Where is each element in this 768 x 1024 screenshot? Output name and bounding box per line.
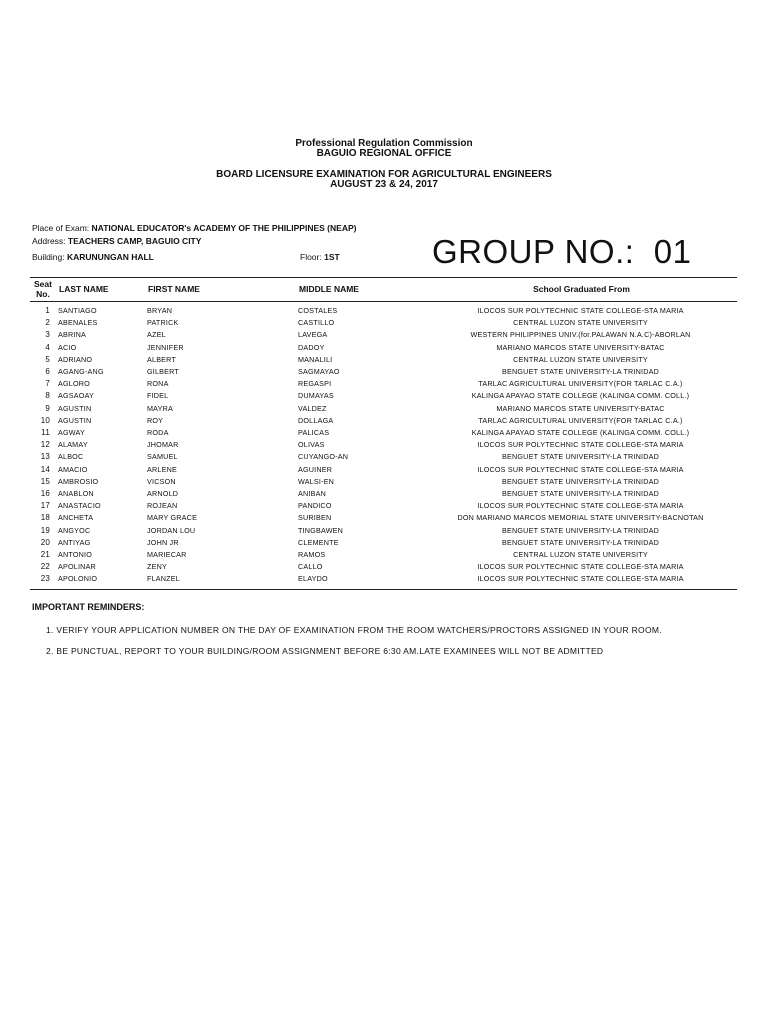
seat-cell: 12 [40, 440, 50, 450]
seat-header-line1: Seat [34, 279, 52, 289]
table-row [30, 427, 733, 439]
table-row [30, 366, 733, 378]
last-name-cell: ANTONIO [58, 550, 93, 560]
school-cell: CENTRAL LUZON STATE UNIVERSITY [513, 550, 648, 560]
group-label: GROUP NO.: [432, 233, 635, 270]
school-cell: ILOCOS SUR POLYTECHNIC STATE COLLEGE-STA MARIA [477, 562, 684, 572]
reminders-title: IMPORTANT REMINDERS: [32, 602, 145, 612]
first-name-cell: ARNOLD [147, 489, 179, 499]
middle-name-cell: TINGBAWEN [298, 525, 344, 535]
reminder-item-1: 1. VERIFY YOUR APPLICATION NUMBER ON THE DAY OF EXAMINATION FROM THE ROOM WATCHERS/PROCTORS ASSIGNED IN YOUR ROOM. [46, 625, 662, 635]
last-name-cell: ACIO [58, 342, 77, 352]
middle-name-cell: RAMOS [298, 550, 326, 560]
middle-name-cell: OLIVAS [298, 440, 325, 450]
middle-name-cell: REGASPI [298, 379, 332, 389]
seat-cell: 1 [45, 306, 50, 315]
table-row [30, 329, 733, 341]
middle-name-cell: COSTALES [298, 306, 338, 315]
school-cell: TARLAC AGRICULTURAL UNIVERSITY(FOR TARLAC C.A.) [478, 415, 683, 425]
middle-name-cell: ANIBAN [298, 489, 326, 499]
school-cell: DON MARIANO MARCOS MEMORIAL STATE UNIVERSITY-BACNOTAN [457, 513, 704, 523]
school-cell: CENTRAL LUZON STATE UNIVERSITY [513, 354, 648, 364]
seat-cell: 15 [40, 476, 50, 486]
school-cell: ILOCOS SUR POLYTECHNIC STATE COLLEGE-STA MARIA [477, 574, 684, 584]
seat-header-line2: No. [36, 289, 50, 299]
exam-dates: AUGUST 23 & 24, 2017 [330, 179, 438, 190]
seat-cell: 6 [45, 367, 50, 377]
first-name-cell: JOHN JR [147, 537, 179, 547]
address-label: Address: [32, 236, 66, 246]
table-row [30, 549, 733, 561]
floor [300, 252, 340, 262]
first-name-cell: ALBERT [147, 354, 177, 364]
seat-cell: 5 [45, 354, 50, 364]
last-name-cell: AGUSTIN [58, 403, 92, 413]
middle-name-cell: LAVEGA [298, 330, 328, 340]
table-bottom-rule [30, 589, 737, 590]
address-value: TEACHERS CAMP, BAGUIO CITY [67, 236, 202, 246]
table-top-rule [30, 277, 737, 278]
table-row [30, 439, 733, 451]
table-row [30, 390, 733, 402]
seat-cell: 8 [45, 391, 50, 401]
first-name-cell: FLANZEL [147, 574, 180, 584]
middle-name-cell: MANALILI [298, 354, 333, 364]
table-row [30, 342, 733, 354]
last-name-cell: AGANG-ANG [58, 367, 104, 377]
table-row [30, 537, 733, 549]
first-name-cell: JHOMAR [147, 440, 179, 450]
group-number [432, 233, 691, 271]
first-name-cell: JORDAN LOU [147, 525, 196, 535]
seat-cell: 4 [45, 342, 50, 352]
examinee-table-body [30, 305, 733, 586]
table-row [30, 525, 733, 537]
last-name-cell: ALBOC [58, 452, 84, 462]
table-row [30, 378, 733, 390]
table-row [30, 354, 733, 366]
middle-name-cell: DOLLAGA [298, 415, 334, 425]
last-name-cell: AMBROSIO [58, 476, 99, 486]
building-label: Building: [32, 252, 65, 262]
first-name-cell: MAYRA [147, 403, 174, 413]
last-name-cell: AGSAOAY [58, 391, 95, 401]
first-name-cell: AZEL [147, 330, 166, 340]
place-value: NATIONAL EDUCATOR's ACADEMY OF THE PHILIPPINES (NEAP) [91, 223, 357, 233]
first-name-cell: RODA [147, 428, 169, 438]
seat-header [34, 279, 52, 299]
last-name-cell: ALAMAY [58, 440, 88, 450]
exam-title: BOARD LICENSURE EXAMINATION FOR AGRICULTURAL ENGINEERS [216, 169, 552, 180]
last-name-cell: ANABLON [58, 489, 94, 499]
table-row [30, 561, 733, 573]
seat-cell: 17 [40, 501, 50, 511]
school-cell: MARIANO MARCOS STATE UNIVERSITY-BATAC [496, 342, 665, 352]
middle-name-cell: AGUINER [298, 464, 333, 474]
school-cell: ILOCOS SUR POLYTECHNIC STATE COLLEGE-STA MARIA [477, 306, 684, 315]
first-name-cell: ZENY [147, 562, 167, 572]
middle-name-cell: WALSI-EN [298, 476, 335, 486]
school-cell: ILOCOS SUR POLYTECHNIC STATE COLLEGE-STA MARIA [477, 440, 684, 450]
first-name-cell: FIDEL [147, 391, 169, 401]
seat-cell: 3 [45, 330, 50, 340]
middle-name-cell: CUYANGO-AN [298, 452, 349, 462]
seat-cell: 21 [40, 550, 50, 560]
school-cell: BENGUET STATE UNIVERSITY-LA TRINIDAD [502, 476, 659, 486]
reminder-item-2: 2. BE PUNCTUAL, REPORT TO YOUR BUILDING/ROOM ASSIGNMENT BEFORE 6:30 AM.LATE EXAMINEES WILL NOT BE ADMITTED [46, 646, 604, 656]
seat-cell: 11 [41, 428, 50, 438]
school-cell: CENTRAL LUZON STATE UNIVERSITY [513, 318, 648, 328]
middle-name-cell: DADOY [298, 342, 325, 352]
last-name-cell: SANTIAGO [58, 306, 97, 315]
school-cell: WESTERN PHILIPPINES UNIV.(for.PALAWAN N.A.C)-ABORLAN [470, 330, 691, 340]
middle-name-cell: ELAYDO [298, 574, 328, 584]
school-cell: KALINGA APAYAO STATE COLLEGE (KALINGA COMM. COLL.) [471, 391, 690, 401]
seat-cell: 16 [40, 489, 50, 499]
table-row [30, 476, 733, 488]
school-cell: BENGUET STATE UNIVERSITY-LA TRINIDAD [502, 537, 659, 547]
table-row [30, 415, 733, 427]
first-name-cell: SAMUEL [147, 452, 178, 462]
last-name-cell: AMACIO [58, 464, 88, 474]
middle-name-cell: CASTILLO [298, 318, 335, 328]
middle-name-header: MIDDLE NAME [299, 284, 359, 294]
table-row [30, 500, 733, 512]
last-name-cell: ANCHETA [58, 513, 94, 523]
table-row [30, 464, 733, 476]
seat-cell: 2 [45, 318, 50, 328]
school-cell: TARLAC AGRICULTURAL UNIVERSITY(FOR TARLAC C.A.) [478, 379, 683, 389]
building-value: KARUNUNGAN HALL [66, 252, 154, 262]
last-name-cell: APOLINAR [58, 562, 96, 572]
middle-name-cell: DUMAYAS [298, 391, 334, 401]
first-name-cell: PATRICK [147, 318, 179, 328]
table-row [30, 512, 733, 524]
seat-cell: 14 [40, 464, 50, 474]
first-name-cell: ROY [147, 415, 164, 425]
school-cell: MARIANO MARCOS STATE UNIVERSITY-BATAC [496, 403, 665, 413]
seat-cell: 13 [40, 452, 50, 462]
school-cell: BENGUET STATE UNIVERSITY-LA TRINIDAD [502, 367, 659, 377]
middle-name-cell: VALDEZ [298, 403, 327, 413]
middle-name-cell: PANDICO [298, 501, 332, 511]
table-row [30, 488, 733, 500]
school-cell: ILOCOS SUR POLYTECHNIC STATE COLLEGE-STA MARIA [477, 464, 684, 474]
group-value: 01 [653, 233, 692, 270]
school-header: School Graduated From [533, 284, 630, 294]
last-name-header: LAST NAME [59, 284, 109, 294]
table-row [30, 451, 733, 463]
school-cell: BENGUET STATE UNIVERSITY-LA TRINIDAD [502, 525, 659, 535]
first-name-cell: MARIECAR [147, 550, 187, 560]
last-name-cell: AGUSTIN [58, 415, 92, 425]
regional-office: BAGUIO REGIONAL OFFICE [316, 148, 452, 159]
school-cell: BENGUET STATE UNIVERSITY-LA TRINIDAD [502, 452, 659, 462]
commission-title: Professional Regulation Commission [295, 138, 473, 149]
middle-name-cell: PALICAS [298, 428, 330, 438]
school-cell: BENGUET STATE UNIVERSITY-LA TRINIDAD [502, 489, 659, 499]
last-name-cell: ABRINA [58, 330, 86, 340]
last-name-cell: ANTIYAG [58, 537, 91, 547]
first-name-cell: VICSON [147, 476, 176, 486]
seat-cell: 7 [45, 379, 50, 389]
seat-cell: 19 [40, 525, 50, 535]
floor-value: 1ST [324, 252, 340, 262]
last-name-cell: AGWAY [58, 428, 85, 438]
middle-name-cell: SURIBEN [298, 513, 332, 523]
header-bottom-rule [30, 301, 737, 302]
place-label: Place of Exam: [32, 223, 90, 233]
middle-name-cell: CLEMENTE [298, 537, 339, 547]
last-name-cell: ANGYOC [58, 525, 91, 535]
seat-cell: 9 [45, 403, 50, 413]
place-of-exam [32, 223, 356, 233]
table-row [30, 305, 733, 317]
table-row [30, 317, 733, 329]
middle-name-cell: CALLO [298, 562, 323, 572]
seat-cell: 22 [40, 562, 50, 572]
floor-label: Floor: [300, 252, 322, 262]
last-name-cell: APOLONIO [58, 574, 98, 584]
first-name-cell: JENNIFER [147, 342, 184, 352]
examinee-table [30, 305, 733, 586]
first-name-cell: ROJEAN [147, 501, 178, 511]
first-name-cell: RONA [147, 379, 169, 389]
first-name-cell: MARY GRACE [147, 513, 198, 523]
last-name-cell: ABENALES [58, 318, 98, 328]
school-cell: KALINGA APAYAO STATE COLLEGE (KALINGA COMM. COLL.) [471, 428, 690, 438]
table-row [30, 403, 733, 415]
last-name-cell: ADRIANO [58, 354, 93, 364]
school-cell: ILOCOS SUR POLYTECHNIC STATE COLLEGE-STA MARIA [477, 501, 684, 511]
seat-cell: 23 [40, 574, 50, 584]
last-name-cell: ANASTACIO [58, 501, 101, 511]
seat-cell: 10 [40, 415, 50, 425]
first-name-header: FIRST NAME [148, 284, 200, 294]
building [32, 252, 154, 262]
seat-cell: 20 [40, 537, 50, 547]
address [32, 236, 201, 246]
table-row [30, 573, 733, 585]
middle-name-cell: SAGMAYAO [298, 367, 340, 377]
first-name-cell: GILBERT [147, 367, 180, 377]
seat-cell: 18 [40, 513, 50, 523]
first-name-cell: BRYAN [147, 306, 173, 315]
first-name-cell: ARLENE [147, 464, 177, 474]
last-name-cell: AGLORO [58, 379, 90, 389]
